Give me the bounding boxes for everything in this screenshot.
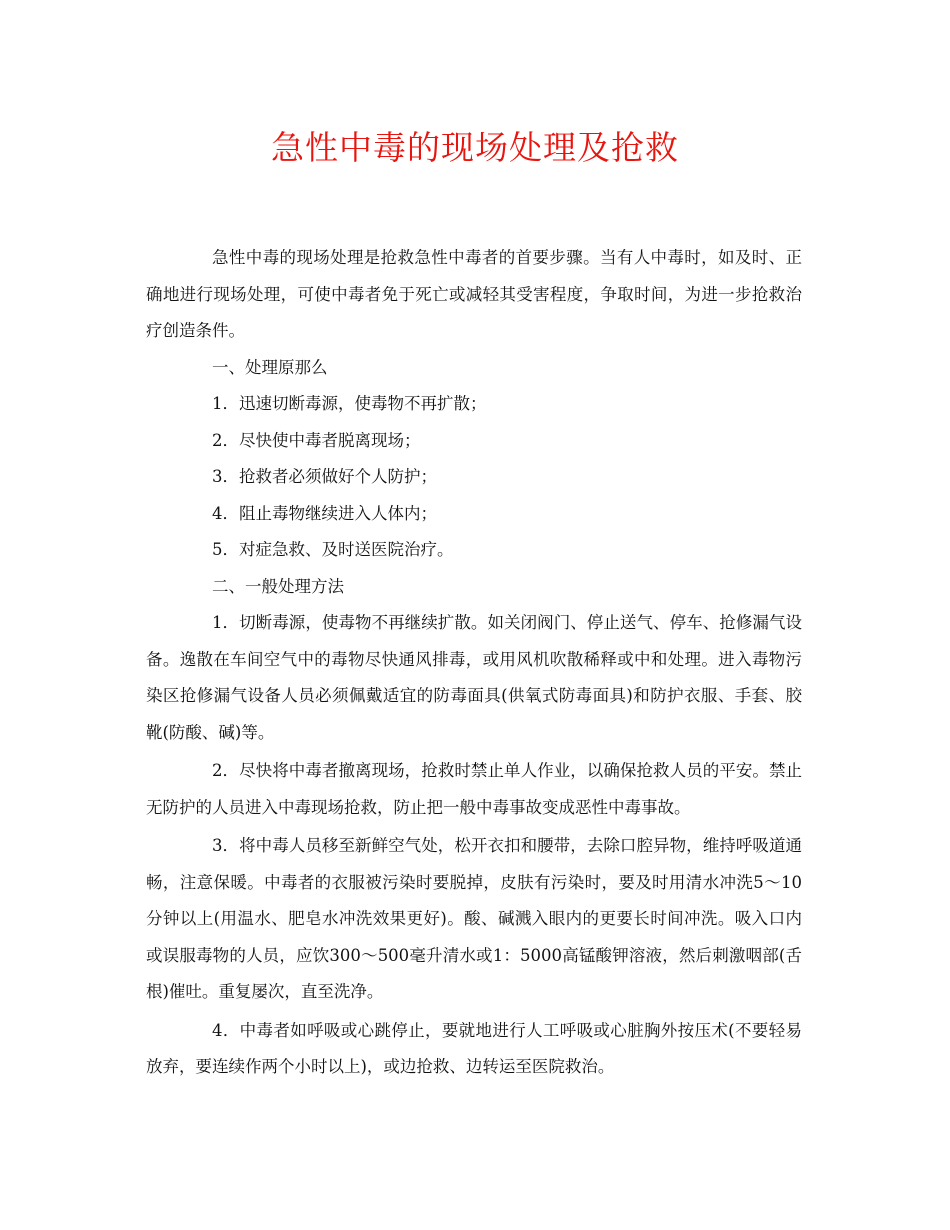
method-paragraph: 1．切断毒源，使毒物不再继续扩散。如关闭阀门、停止送气、停车、抢修漏气设备。逸散在车间空气中的毒物尽快通风排毒，或用风机吹散稀释或中和处理。进入毒物污染区抢修漏气设备人员必须佩戴适宜的防毒面具(供氧式防毒面具)和防护衣服、手套、胶靴(防酸、碱)等。 xyxy=(146,613,802,742)
section-heading-methods: 二、一般处理方法 xyxy=(212,576,344,596)
method-paragraph: 4．中毒者如呼吸或心跳停止，要就地进行人工呼吸或心脏胸外按压术(不要轻易放弃，要连续作两个小时以上)，或边抢救、边转运至医院救治。 xyxy=(146,1020,802,1076)
document-body xyxy=(146,240,802,1086)
principle-item: 2．尽快使中毒者脱离现场； xyxy=(212,430,421,450)
document-title: 急性中毒的现场处理及抢救 xyxy=(271,128,679,167)
principle-item: 3．抢救者必须做好个人防护； xyxy=(212,467,437,486)
section-heading-principles: 一、处理原那么 xyxy=(212,357,328,377)
method-paragraph: 2．尽快将中毒者撤离现场，抢救时禁止单人作业，以确保抢救人员的平安。禁止无防护的人员进入中毒现场抢救，防止把一般中毒事故变成恶性中毒事故。 xyxy=(146,761,802,817)
principle-item: 4．阻止毒物继续进入人体内； xyxy=(212,503,437,523)
intro-paragraph: 急性中毒的现场处理是抢救急性中毒者的首要步骤。当有人中毒时，如及时、正确地进行现场处理，可使中毒者免于死亡或减轻其受害程度，争取时间，为进一步抢救治疗创造条件。 xyxy=(146,248,802,340)
method-paragraph: 3．将中毒人员移至新鲜空气处，松开衣扣和腰带，去除口腔异物，维持呼吸道通畅，注意保暖。中毒者的衣服被污染时要脱掉，皮肤有污染时，要及时用清水冲洗5～10分钟以上(用温水、肥皂水冲洗效果更好)。酸、碱溅入眼内的更要长时间冲洗。吸入口内或误服毒物的人员，应饮300～500毫升清水或1：5000高锰酸钾溶液，然后刺激咽部(舌根)催吐。重复屡次，直至洗净。 xyxy=(146,836,802,1001)
principle-item: 5．对症急救、及时送医院治疗。 xyxy=(212,540,454,559)
principle-item: 1．迅速切断毒源，使毒物不再扩散； xyxy=(212,394,487,413)
